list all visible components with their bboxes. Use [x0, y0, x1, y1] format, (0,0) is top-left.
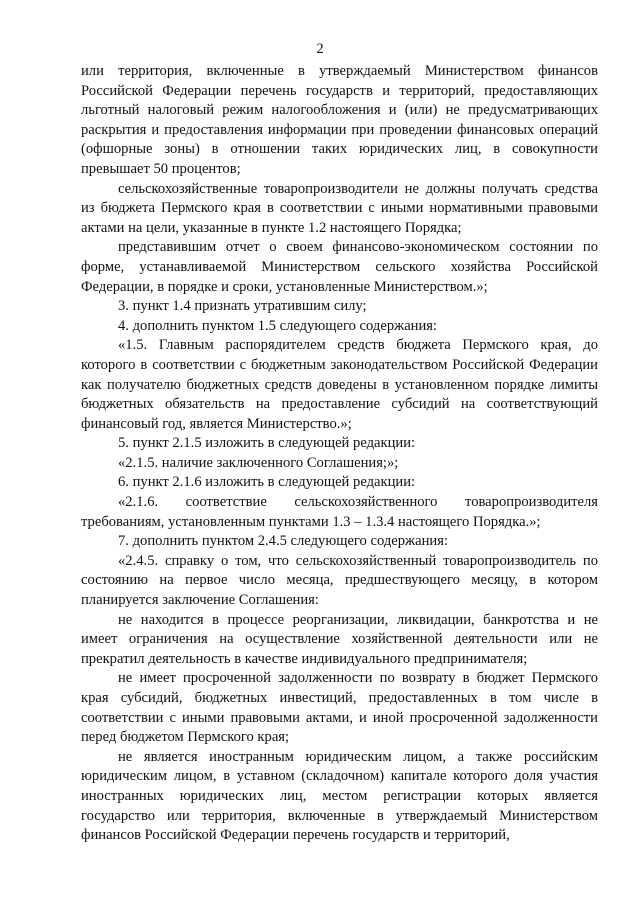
paragraph-not-foreign-entity: не является иностранным юридическим лицом, а также российским юридическим лицом, в уставном (складочном) капитале которого доля участия иностранных юридических лиц, местом регистрации которых является государство или территория, включенные в утверждаемый Министерством финансов Российской Федерации перечень государств и территорий, — [81, 748, 598, 844]
paragraph-clause-1-5: «1.5. Главным распорядителем средств бюджета Пермского края, до которого в соответствии с бюджетным законодательством Российской Федерации как получателю бюджетных средств доведены в установленном порядке лимиты бюджетных обязательств на предоставление субсидий на соответствующий финансовый год, является Министерство.»; — [81, 337, 598, 432]
paragraph-financial-report: представившим отчет о своем финансово-экономическом состоянии по форме, устанавливаемой Министерством сельского хозяйства Российской Федерации, в порядке и сроки, установленные Министерством.»; — [81, 239, 598, 295]
paragraph-no-other-funding: сельскохозяйственные товаропроизводители не должны получать средства из бюджета Пермского края в соответствии с иными нормативными правовыми актами на цели, указанные в пункте 1.2 настоящего Порядка; — [81, 180, 598, 236]
paragraph-clause-2-4-5: «2.4.5. справку о том, что сельскохозяйственный товаропроизводитель по состоянию на первое число месяца, предшествующего месяцу, в котором планируется заключение Соглашения: — [81, 552, 598, 609]
paragraph-item-5: 5. пункт 2.1.5 изложить в следующей редакции: — [118, 435, 416, 452]
paragraph-item-6: 6. пункт 2.1.6 изложить в следующей редакции: — [118, 474, 416, 491]
document-body — [81, 62, 598, 846]
page-number: 2 — [316, 41, 324, 57]
paragraph-no-overdue-debt: не имеет просроченной задолженности по возврату в бюджет Пермского края субсидий, бюджетных инвестиций, предоставленных в том числе в соответствии с иными правовыми актами, и иной просроченной задолженности перед бюджетом Пермского края; — [81, 670, 598, 746]
paragraph-clause-2-1-5: «2.1.5. наличие заключенного Соглашения;»; — [118, 454, 399, 471]
paragraph-item-4: 4. дополнить пунктом 1.5 следующего содержания: — [118, 317, 438, 334]
paragraph-item-3: 3. пункт 1.4 признать утратившим силу; — [118, 298, 367, 315]
paragraph-no-reorganization: не находится в процессе реорганизации, ликвидации, банкротства и не имеет ограничения на осуществление хозяйственной деятельности или не прекратил деятельность в качестве индивидуального предпринимателя; — [81, 611, 598, 667]
paragraph-clause-2-1-6: «2.1.6. соответствие сельскохозяйственного товаропроизводителя требованиям, установленным пунктами 1.3 – 1.3.4 настоящего Порядка.»; — [81, 494, 598, 530]
paragraph-item-7: 7. дополнить пунктом 2.4.5 следующего содержания: — [118, 533, 449, 550]
paragraph-continuation-offshore: или территория, включенные в утверждаемый Министерством финансов Российской Федерации перечень государств и территорий, предоставляющих льготный налоговый режим налогообложения и (или) не предусматривающих раскрытия и предоставления информации при проведении финансовых операций (офшорные зоны) в отношении таких юридических лиц, в совокупности превышает 50 процентов; — [81, 63, 598, 177]
